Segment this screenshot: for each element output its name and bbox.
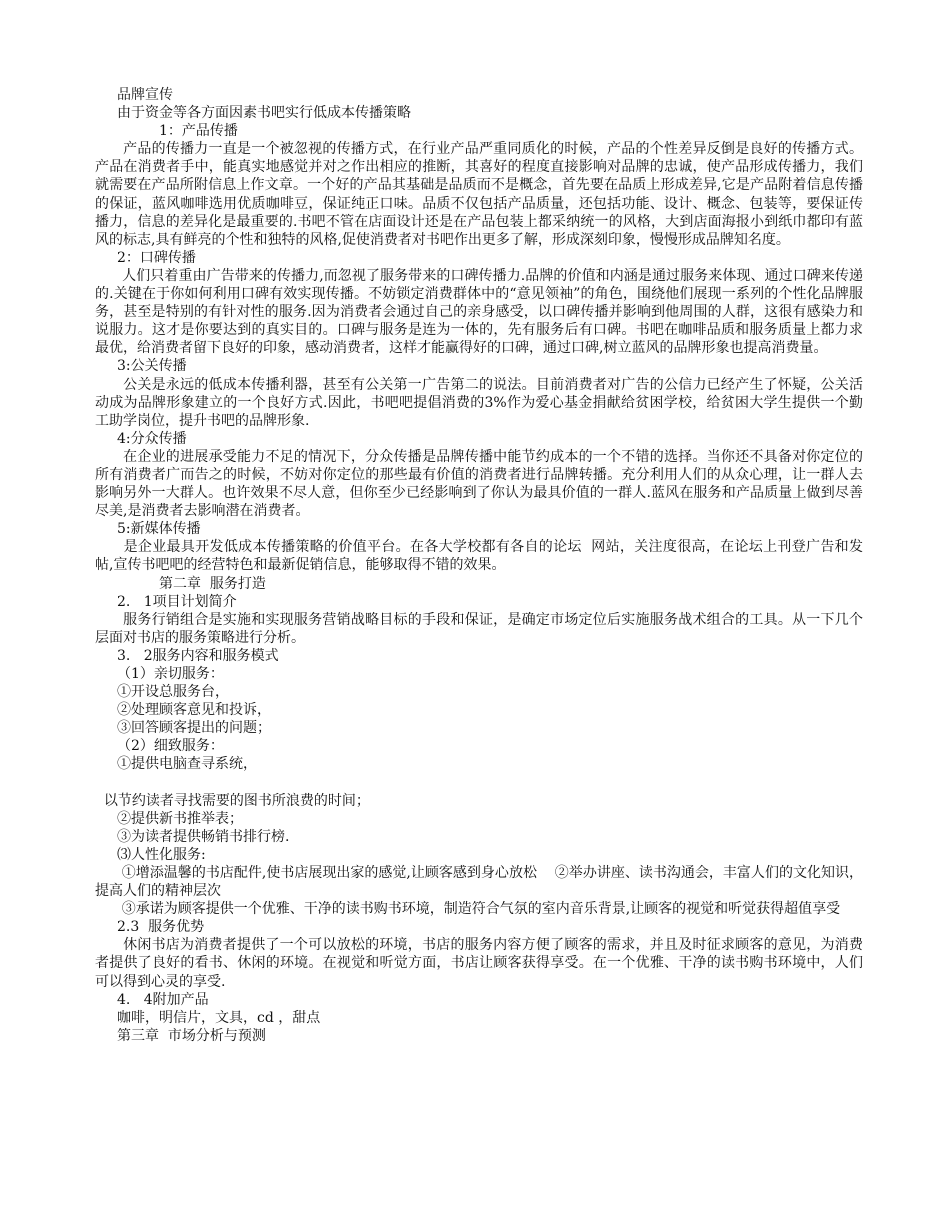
text-paragraph: 4. 4附加产品: [117, 991, 209, 1008]
text-paragraph: 人们只着重由广告带来的传播力,而忽视了服务带来的口碑传播力.品牌的价值和内涵是通过服务来体现、通过口碑来传递的.关键在于你如何利用口碑有效实现传播。不妨锁定消费群体中的“意见领袖”的角色，围绕他们展现一系列的个性化品牌服务，甚至是特别的有针对性的服务.因为消费者会通过自己的亲身感受，以口碑传播并影响到他周围的人群，这很有感染力和说服力。这才是你要达到的真实目的。口碑与服务是连为一体的，先有服务后有口碑。书吧在咖啡品质和服务质量上都力求最优，给消费者留下良好的印象，感动消费者，这样才能赢得好的口碑，通过口碑,树立蓝风的品牌形象也提高消费量。: [95, 267, 863, 357]
text-paragraph: ①开设总服务台，: [117, 684, 229, 701]
text-paragraph: ③承诺为顾客提供一个优雅、干净的读书购书环境，制造符合气氛的室内音乐背景,让顾客的视觉和听觉获得超值享受: [95, 901, 841, 918]
text-paragraph: 咖啡，明信片，文具，cd ，甜点: [117, 1009, 321, 1026]
text-paragraph: 品牌宣传: [117, 87, 173, 103]
document-body: [95, 86, 863, 1045]
text-paragraph: 3. 2服务内容和服务模式: [117, 647, 279, 664]
text-paragraph: 第三章 市场分析与预测: [117, 1027, 266, 1044]
text-paragraph: 是企业最具开发低成本传播策略的价值平台。在各大学校都有各自的论坛 网站，关注度很高，在论坛上刊登广告和发帖,宣传书吧吧的经营特色和最新促销信息，能够取得不错的效果。: [95, 539, 863, 574]
text-paragraph: 在企业的进展承受能力不足的情况下，分众传播是品牌传播中能节约成本的一个不错的选择。当你还不具备对你定位的所有消费者广而告之的时候，不妨对你定位的那些最有价值的消费者进行品牌转播。充分利用人们的从众心理，让一群人去影响另外一大群人。也许效果不尽人意，但你至少已经影响到了你认为最具价值的一群人.蓝风在服务和产品质量上做到尽善尽美,是消费者去影响潜在消费者。: [95, 448, 864, 520]
text-paragraph: ⑶人性化服务:: [117, 846, 206, 863]
text-paragraph: 服务行销组合是实施和实现服务营销战略目标的手段和保证，是确定市场定位后实施服务战术组合的工具。从一下几个层面对书店的服务策略进行分析。: [95, 611, 864, 646]
document-lines: [95, 86, 863, 1045]
text-paragraph: （1）亲切服务：: [117, 666, 224, 682]
text-paragraph: 2：口碑传播: [117, 249, 196, 266]
text-paragraph: ①提供电脑查寻系统，: [117, 756, 257, 773]
text-paragraph: ③为读者提供畅销书排行榜.: [117, 828, 290, 845]
text-paragraph: 产品的传播力一直是一个被忽视的传播方式，在行业产品严重同质化的时候，产品的个性差异反倒是良好的传播方式。产品在消费者手中，能真实地感觉并对之作出相应的推断，其喜好的程度直接影响对品牌的忠诚，使产品形成传播力，我们就需要在产品所附信息上作文章。一个好的产品其基础是品质而不是概念，首先要在品质上形成差异,它是产品附着信息传播的保证，蓝风咖啡选用优质咖啡豆，保证纯正口味。品质不仅包括产品质量，还包括功能、设计、概念、包装等，要保证传播力，信息的差异化是最重要的.书吧不管在店面设计还是在产品包装上都采纳统一的风格，大到店面海报小到纸巾都印有蓝风的标志,具有鲜亮的个性和独特的风格,促使消费者对书吧作出更多了解，形成深刻印象，慢慢形成品牌知名度。: [95, 141, 864, 248]
text-paragraph: 第二章 服务打造: [159, 575, 266, 592]
text-paragraph: 1：产品传播: [159, 123, 238, 140]
text-paragraph: （2）细致服务：: [117, 738, 224, 755]
text-paragraph: 3:公关传播: [117, 358, 187, 375]
text-paragraph: 休闲书店为消费者提供了一个可以放松的环境，书店的服务内容方便了顾客的需求，并且及时征求顾客的意见，为消费者提供了良好的看书、休闲的环境。在视觉和听觉方面，书店让顾客获得享受。在一个优雅、干净的读书购书环境中，人们可以得到心灵的享受.: [95, 937, 864, 990]
text-paragraph: 由于资金等各方面因素书吧实行低成本传播策略: [117, 105, 411, 122]
text-paragraph: 4:分众传播: [117, 430, 187, 447]
text-paragraph: 2. 1项目计划简介: [117, 593, 237, 610]
text-paragraph: ②提供新书推举表；: [117, 810, 243, 827]
text-paragraph: 5:新媒体传播: [117, 521, 201, 538]
text-paragraph: 公关是永远的低成本传播利器，甚至有公关第一广告第二的说法。目前消费者对广告的公信力已经产生了怀疑，公关活动成为品牌形象建立的一个良好方式.因此，书吧吧提倡消费的3%作为爱心基金捐献给贫困学校，给贫困大学生提供一个勤工助学岗位，提升书吧的品牌形象.: [95, 376, 864, 429]
text-paragraph: 以节约读者寻找需要的图书所浪费的时间；: [95, 792, 370, 809]
blank-line: [95, 774, 863, 792]
text-paragraph: ②处理顾客意见和投诉，: [117, 702, 271, 719]
text-paragraph: 2.3 服务优势: [117, 919, 205, 936]
text-paragraph: ①增添温馨的书店配件,使书店展现出家的感觉,让顾客感到身心放松 ②举办讲座、读书沟通会，丰富人们的文化知识，提高人们的精神层次: [95, 864, 863, 900]
text-paragraph: ③回答顾客提出的问题；: [117, 720, 271, 737]
